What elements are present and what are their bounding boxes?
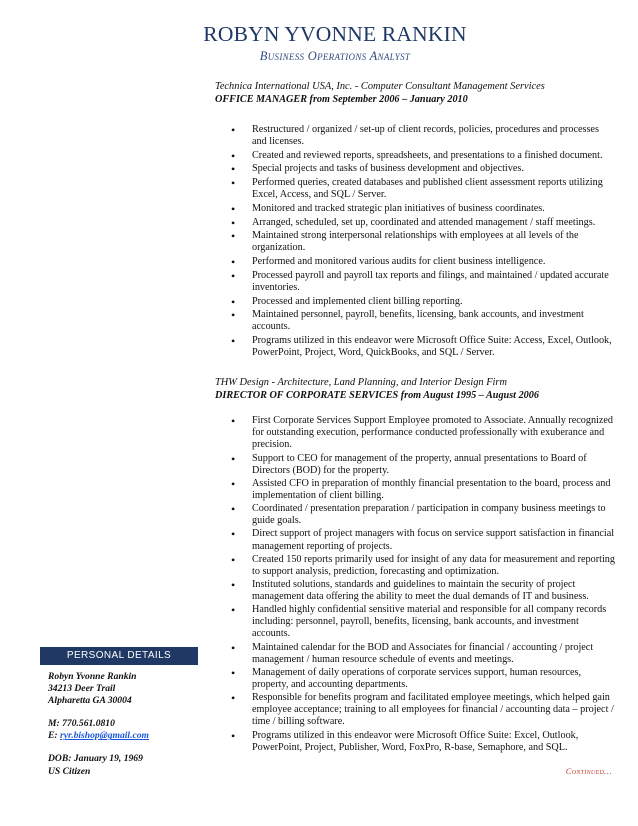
job-bullet-list xyxy=(215,124,615,359)
list-item: • Restructured / organized / set-up of client records, policies, procedures and processes and licenses. xyxy=(215,124,615,148)
contact-dob: DOB: January 19, 1969 xyxy=(48,753,143,765)
list-item: • Monitored and tracked strategic plan initiatives of business coordinates. xyxy=(215,203,615,215)
list-item: • Processed and implemented client billing reporting. xyxy=(215,296,615,308)
list-item: • Responsible for benefits program and facilitated employee meetings, which helped gain employee acceptance; training to all employees for financial / accounting data – project / time / billing software. xyxy=(215,692,615,728)
job-entry xyxy=(215,376,615,754)
job-company: Technica International USA, Inc. - Computer Consultant Management Services xyxy=(215,81,545,92)
list-item: • Programs utilized in this endeavor were Microsoft Office Suite: Excel, Outlook, PowerPoint, Project, Publisher, Word, FoxPro, R-base, Semaphore, and SQL. xyxy=(215,730,615,754)
list-item: • Special projects and tasks of business development and objectives. xyxy=(215,163,615,175)
job-title: OFFICE MANAGER from September 2006 – January 2010 xyxy=(215,94,468,105)
personal-details-heading: PERSONAL DETAILS xyxy=(40,647,198,665)
list-item: • Processed payroll and payroll tax reports and filings, and maintained / updated accurate inventories. xyxy=(215,270,615,294)
list-item: • Assisted CFO in preparation of monthly financial presentation to the board, process and implementation of client billing. xyxy=(215,478,615,502)
list-item: • Maintained calendar for the BOD and Associates for financial / accounting / project management / human resource schedule of events and meetings. xyxy=(215,642,615,666)
list-item: • Performed queries, created databases and published client assessment reports utilizing Excel, Access, and SQL / Server. xyxy=(215,177,615,201)
candidate-title: Business Operations Analyst xyxy=(259,49,411,63)
list-item: • Handled highly confidential sensitive material and responsible for all company records including: personnel, payroll, benefits, licensing, bank accounts, and investment accounts. xyxy=(215,604,615,640)
list-item: • Programs utilized in this endeavor were Microsoft Office Suite: Access, Excel, Outlook, PowerPoint, Project, Word, QuickBooks, and SQL / Server. xyxy=(215,335,615,359)
list-item: • Maintained strong interpersonal relationships with employees at all levels of the organization. xyxy=(215,230,615,254)
job-entry xyxy=(215,80,615,359)
list-item: • First Corporate Services Support Employee promoted to Associate. Annually recognized for outstanding execution, performance conducted professionally with exuberance and precision. xyxy=(215,415,615,451)
job-bullet-list xyxy=(215,415,615,754)
job-title: DIRECTOR OF CORPORATE SERVICES from August 1995 – August 2006 xyxy=(215,390,539,402)
list-item: • Coordinated / presentation preparation / participation in company business meetings to guide goals. xyxy=(215,503,615,527)
spacer xyxy=(48,707,208,718)
contact-city: Alpharetta GA 30004 xyxy=(48,695,132,707)
list-item: • Direct support of project managers with focus on service support satisfaction in financial management reporting of projects. xyxy=(215,528,615,552)
list-item: • Instituted solutions, standards and guidelines to maintain the security of project management data offering the ability to meet the dual demands of IT and business. xyxy=(215,579,615,603)
contact-street: 34213 Deer Trail xyxy=(48,683,116,695)
job-company: THW Design - Architecture, Land Planning, and Interior Design Firm xyxy=(215,377,507,389)
list-item: • Performed and monitored various audits for client business intelligence. xyxy=(215,256,615,268)
contact-email-label: E: xyxy=(48,730,60,742)
spacer xyxy=(48,742,208,753)
contact-citizenship: US Citizen xyxy=(48,765,91,777)
list-item: • Created 150 reports primarily used for insight of any data for measurement and reporting to support analysis, prediction, forecasting and optimization. xyxy=(215,554,615,578)
candidate-name: ROBYN YVONNE RANKIN xyxy=(203,22,467,46)
list-item: • Maintained personnel, payroll, benefits, licensing, bank accounts, and investment accounts. xyxy=(215,309,615,333)
list-item: • Arranged, scheduled, set up, coordinated and attended management / staff meetings. xyxy=(215,217,615,229)
experience-section xyxy=(215,80,615,755)
contact-name: Robyn Yvonne Rankin xyxy=(48,671,137,682)
contact-mobile: M: 770.561.0810 xyxy=(48,718,115,730)
personal-details xyxy=(48,671,208,778)
list-item: • Management of daily operations of corporate services support, human resources, property, and accounting departments. xyxy=(215,667,615,691)
list-item: • Support to CEO for management of the property, annual presentations to Board of Directors (BOD) for the property. xyxy=(215,453,615,477)
resume-header xyxy=(190,22,480,65)
continued-label: Continued… xyxy=(565,766,612,776)
contact-email-link[interactable]: ryr.bishop@gmail.com xyxy=(60,730,150,742)
list-item: • Created and reviewed reports, spreadsheets, and presentations to a finished document. xyxy=(215,150,615,162)
contact-email-line xyxy=(48,730,208,742)
